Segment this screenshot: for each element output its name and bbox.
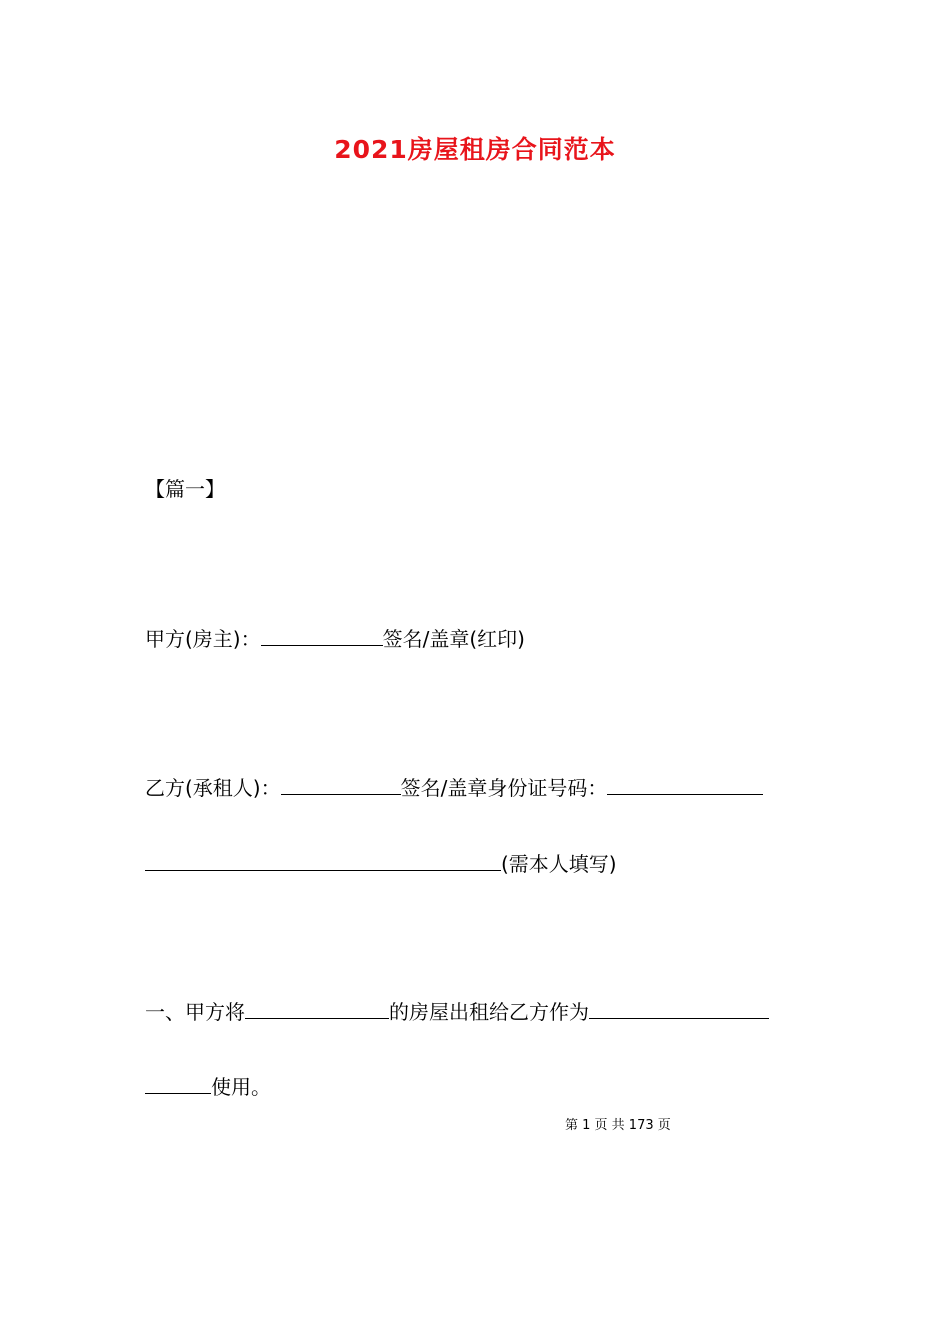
party-b-name-blank <box>281 774 401 795</box>
party-a-signature-label: 签名/盖章(红印) <box>382 627 525 651</box>
clause-1-location-blank <box>245 998 389 1019</box>
party-b-signature-id-label: 签名/盖章身份证号码： <box>400 776 608 800</box>
clause-1-middle: 的房屋出租给乙方作为 <box>389 1000 589 1024</box>
document-title: 2021房屋租房合同范本 <box>334 135 616 164</box>
party-a-name-blank <box>261 625 383 646</box>
section-heading: 【篇一】 <box>145 477 225 501</box>
clause-1-prefix: 一、甲方将 <box>145 1000 245 1024</box>
party-b-id-blank-1 <box>607 774 763 795</box>
clause-1-suffix: 使用。 <box>211 1075 271 1099</box>
page-footer: 第 1 页 共 173 页 <box>565 1118 671 1133</box>
clause-1-purpose-blank-2 <box>145 1073 211 1094</box>
party-b-label: 乙方(承租人)： <box>145 776 281 800</box>
clause-1-purpose-blank-1 <box>589 998 769 1019</box>
party-a-line <box>145 625 525 653</box>
party-b-id-blank-2 <box>145 850 501 871</box>
party-a-label: 甲方(房主)： <box>145 627 261 651</box>
party-b-fill-note: (需本人填写) <box>501 852 617 876</box>
party-b-id-continuation <box>145 850 617 878</box>
clause-1-continuation <box>145 1073 271 1101</box>
clause-1-line <box>145 998 769 1026</box>
party-b-line <box>145 774 763 802</box>
